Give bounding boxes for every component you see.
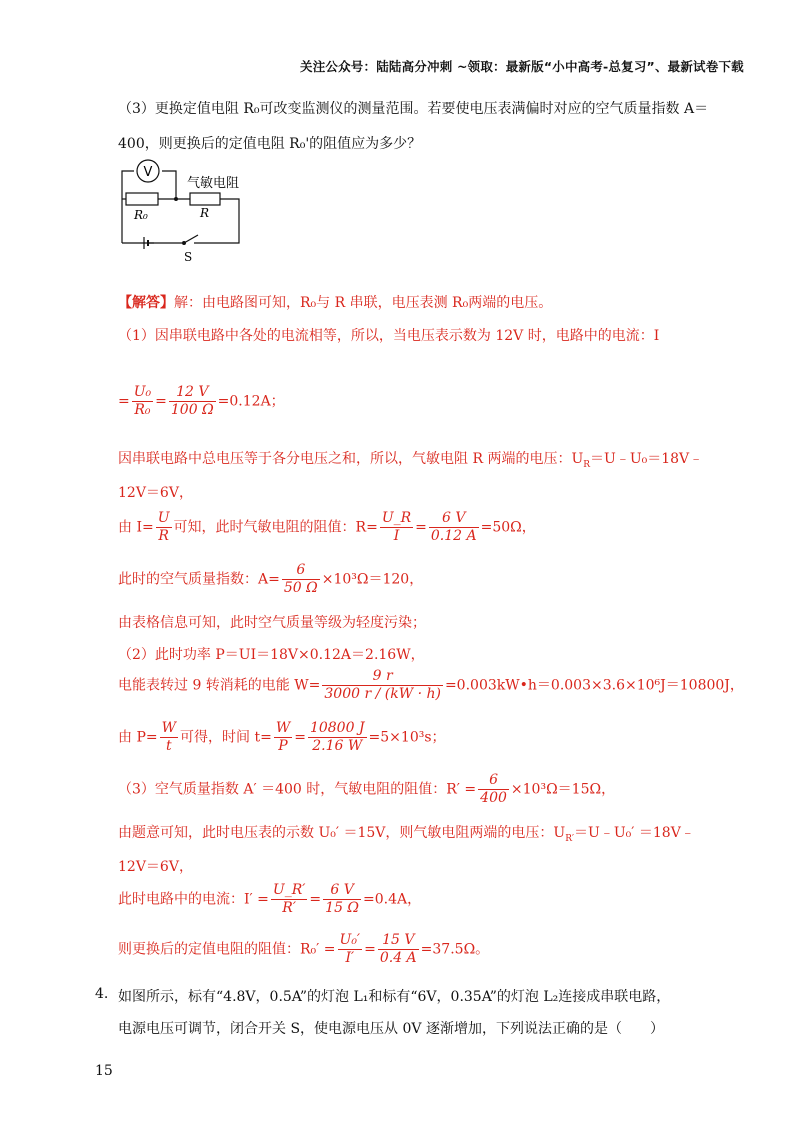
q3-line2: 400，则更换后的定值电阻 R₀'的阻值应为多少？ xyxy=(118,136,422,152)
q4-line1: 如图所示，标有“4.8V，0.5A”的灯泡 L₁和标有“6V，0.35A”的灯泡 L₂连接成串联电路， xyxy=(118,989,671,1005)
answer-intro: 【解答】解：由电路图可知，R₀与 R 串联，电压表测 R₀两端的电压。 xyxy=(118,295,553,311)
page-number: 15 xyxy=(95,1063,113,1079)
answer-eq6: （3）空气质量指数 A′ ＝400 时，气敏电阻的阻值：R′ = $\frac{6}{400}$ ×10³Ω＝15Ω， xyxy=(118,772,616,806)
q4-line2: 电源电压可调节，闭合开关 S，使电源电压从 0V 逐渐增加，下列说法正确的是（ ） xyxy=(118,1021,664,1037)
switch-label: S xyxy=(184,250,193,264)
answer-eq3: 此时的空气质量指数：A= $\frac{6}{50 \Omega}$ ×10³Ω＝120， xyxy=(118,562,424,596)
voltmeter-label: V xyxy=(143,165,153,180)
circuit-wire-left xyxy=(122,171,134,243)
answer-p2c: 12V＝6V， xyxy=(118,485,193,501)
answer-eq2: 由 I= $\frac{U}{R}$ 可知，此时气敏电阻的阻值：R= $\frac{U\_R}{I}$ = $\frac{6 V}{0.12 A}$ =50Ω， xyxy=(118,510,536,544)
answer-eq4: 电能表转过 9 转消耗的电能 W= $\frac{9 r}{3000 r / (kW \cdot h)}$ =0.003kW•h＝0.003×3.6×10⁶J＝10800J， xyxy=(118,668,744,702)
r0-label: R₀ xyxy=(134,208,148,222)
answer-p1: （1）因串联电路中各处的电流相等，所以，当电压表示数为 12V 时，电路中的电流：I xyxy=(118,328,660,344)
circuit-diagram xyxy=(112,155,247,265)
resistor-r0 xyxy=(126,193,158,205)
sensor-resistor-r xyxy=(190,193,220,205)
q3-line1: （3）更换定值电阻 R₀可改变监测仪的测量范围。若要使电压表满偏时对应的空气质量指数 A＝ xyxy=(118,101,709,117)
q4-number: 4. xyxy=(95,986,109,1002)
switch-s xyxy=(184,235,198,243)
answer-eq8: 则更换后的定值电阻的阻值：R₀′ = $\frac{\text{U₀′}}{I'}$ = $\frac{15 V}{0.4 A}$ =37.5Ω。 xyxy=(118,932,490,966)
circuit-wire-voltmeter-right xyxy=(162,171,176,199)
answer-p5: 由题意可知，此时电压表的示数 U₀′ ＝15V，则气敏电阻两端的电压：$U_{R'}=U﹣U_0'$ ＝18V﹣ xyxy=(118,825,695,844)
page-header: 关注公众号：陆陆高分冲刺 ~领取：最新版“小中高考-总复习”、最新试卷下载 xyxy=(300,59,744,74)
answer-p2: 因串联电路中总电压等于各分电压之和，所以，气敏电阻 R 两端的电压：$U_R=U﹣U_0=18V﹣$ xyxy=(118,451,704,470)
answer-tag: 【解答】 xyxy=(118,295,174,311)
r-label: R xyxy=(200,206,210,220)
answer-eq5: 由 P= $\frac{W}{t}$ 可得，时间 t= $\frac{W}{P}$ = $\frac{10800 J}{2.16 W}$ =5×10³s； xyxy=(118,720,446,754)
answer-eq1: = $\frac{\text{U₀}}{\text{R₀}}$ = $\frac{12 V}{100 \Omega}$ =0.12A； xyxy=(118,384,285,418)
answer-p4: （2）此时功率 P＝UI＝18V×0.12A＝2.16W， xyxy=(118,647,425,663)
sensor-label: 气敏电阻 xyxy=(187,176,240,191)
answer-p5c: 12V＝6V， xyxy=(118,859,193,875)
answer-p3: 由表格信息可知，此时空气质量等级为轻度污染； xyxy=(118,615,426,631)
answer-eq7: 此时电路中的电流：I′ = $\frac{U\_R'}{R'}$ = $\frac{6 V}{15 \Omega}$ =0.4A， xyxy=(118,882,422,916)
